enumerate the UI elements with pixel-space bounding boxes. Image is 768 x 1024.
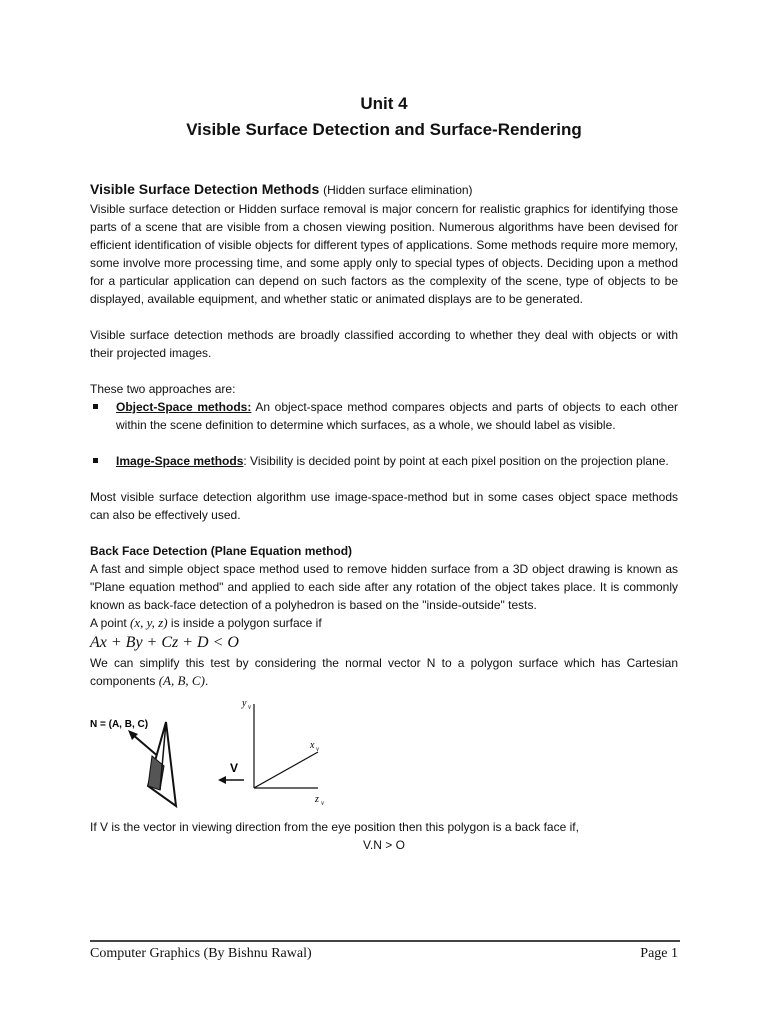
back-face-condition: V.N > O [363,838,405,852]
point-sentence [90,614,678,632]
point-suffix: is inside a polygon surface if [167,616,322,630]
y-axis-subscript: v [248,703,252,711]
view-vector-label: V [230,761,239,775]
point-prefix: A point [90,616,131,630]
normal-vector-paragraph [90,654,678,690]
x-axis-subscript: v [316,745,320,753]
page-content [90,180,678,854]
x-axis-label: x [310,740,315,751]
term-object-space: Object-Space methods: [116,400,252,414]
normal-arrow-line [132,734,160,758]
section-heading-visible-surface [90,180,678,199]
normal-vector-end: . [204,674,209,688]
list-item-object-space [90,398,678,434]
classification-paragraph: Visible surface detection methods are broadly classified according to whether they deal with objects or with their projected images. [90,328,678,360]
x-axis [254,752,318,788]
algorithm-paragraph: Most visible surface detection algorithm use image-space-method but in some cases object space methods can also be effectively used. [90,490,678,522]
section-heading-back-face: Back Face Detection (Plane Equation method) [90,544,353,558]
view-vector-head [218,776,226,784]
y-axis-label: y [242,698,247,709]
section-heading-subtitle: (Hidden surface elimination) [323,183,473,197]
footer-page-number: Page 1 [640,946,678,961]
intro-paragraph: Visible surface detection or Hidden surface removal is major concern for realistic graphics for identifying those parts of a scene that are visible from a chosen viewing position. Numerous algorithms have been devised for efficient identification of visible objects for different types of applications. Some methods require more memory, some involve more processing time, and some apply only to special types of objects. Deciding upon a method for a particular application can depend on such factors as the complexity of the scene, type of objects to be displayed, available equipment, and whether static or animated displays are to be generated. [90,202,678,306]
document-title: Visible Surface Detection and Surface-Rendering [186,120,582,139]
list-item-image-space [90,452,678,470]
back-face-figure [90,696,678,814]
approaches-list [90,398,678,470]
z-axis-label: z [315,794,319,805]
back-face-paragraph: A fast and simple object space method used to remove hidden surface from a 3D object drawing is known as "Plane equation method" and applied to each side after any rotation of the object takes place. It is commonly known as back-face detection of a polyhedron is based on the "inside-outside" tests. [90,562,678,612]
normal-vector-text: We can simplify this test by considering the normal vector N to a polygon surface which has Cartesian components [90,656,678,688]
unit-number: Unit 4 [360,94,408,113]
normal-vector-label: N = (A, B, C) [90,719,149,730]
back-face-diagram [90,696,678,814]
point-math: (x, y, z) [130,615,168,630]
normal-vector-math: (A, B, C) [158,673,205,688]
plane-equation: Ax + By + Cz + D < O [90,634,239,651]
object-space-description: An object-space method compares objects and parts of objects to each other within the scene definition to determine which surfaces, as a whole, we should label as visible. [116,400,678,432]
approaches-intro: These two approaches are: [90,382,236,396]
back-face-condition-paragraph: If V is the vector in viewing direction from the eye position then this polygon is a back face if, [90,820,579,834]
z-axis-subscript: v [321,799,325,807]
image-space-description: : Visibility is decided point by point at each pixel position on the projection plane. [243,454,669,468]
footer-author: Computer Graphics (By Bishnu Rawal) [90,946,312,961]
footer-divider [90,940,680,942]
term-image-space: Image-Space methods [116,454,244,468]
section-heading-text: Visible Surface Detection Methods [90,181,320,197]
